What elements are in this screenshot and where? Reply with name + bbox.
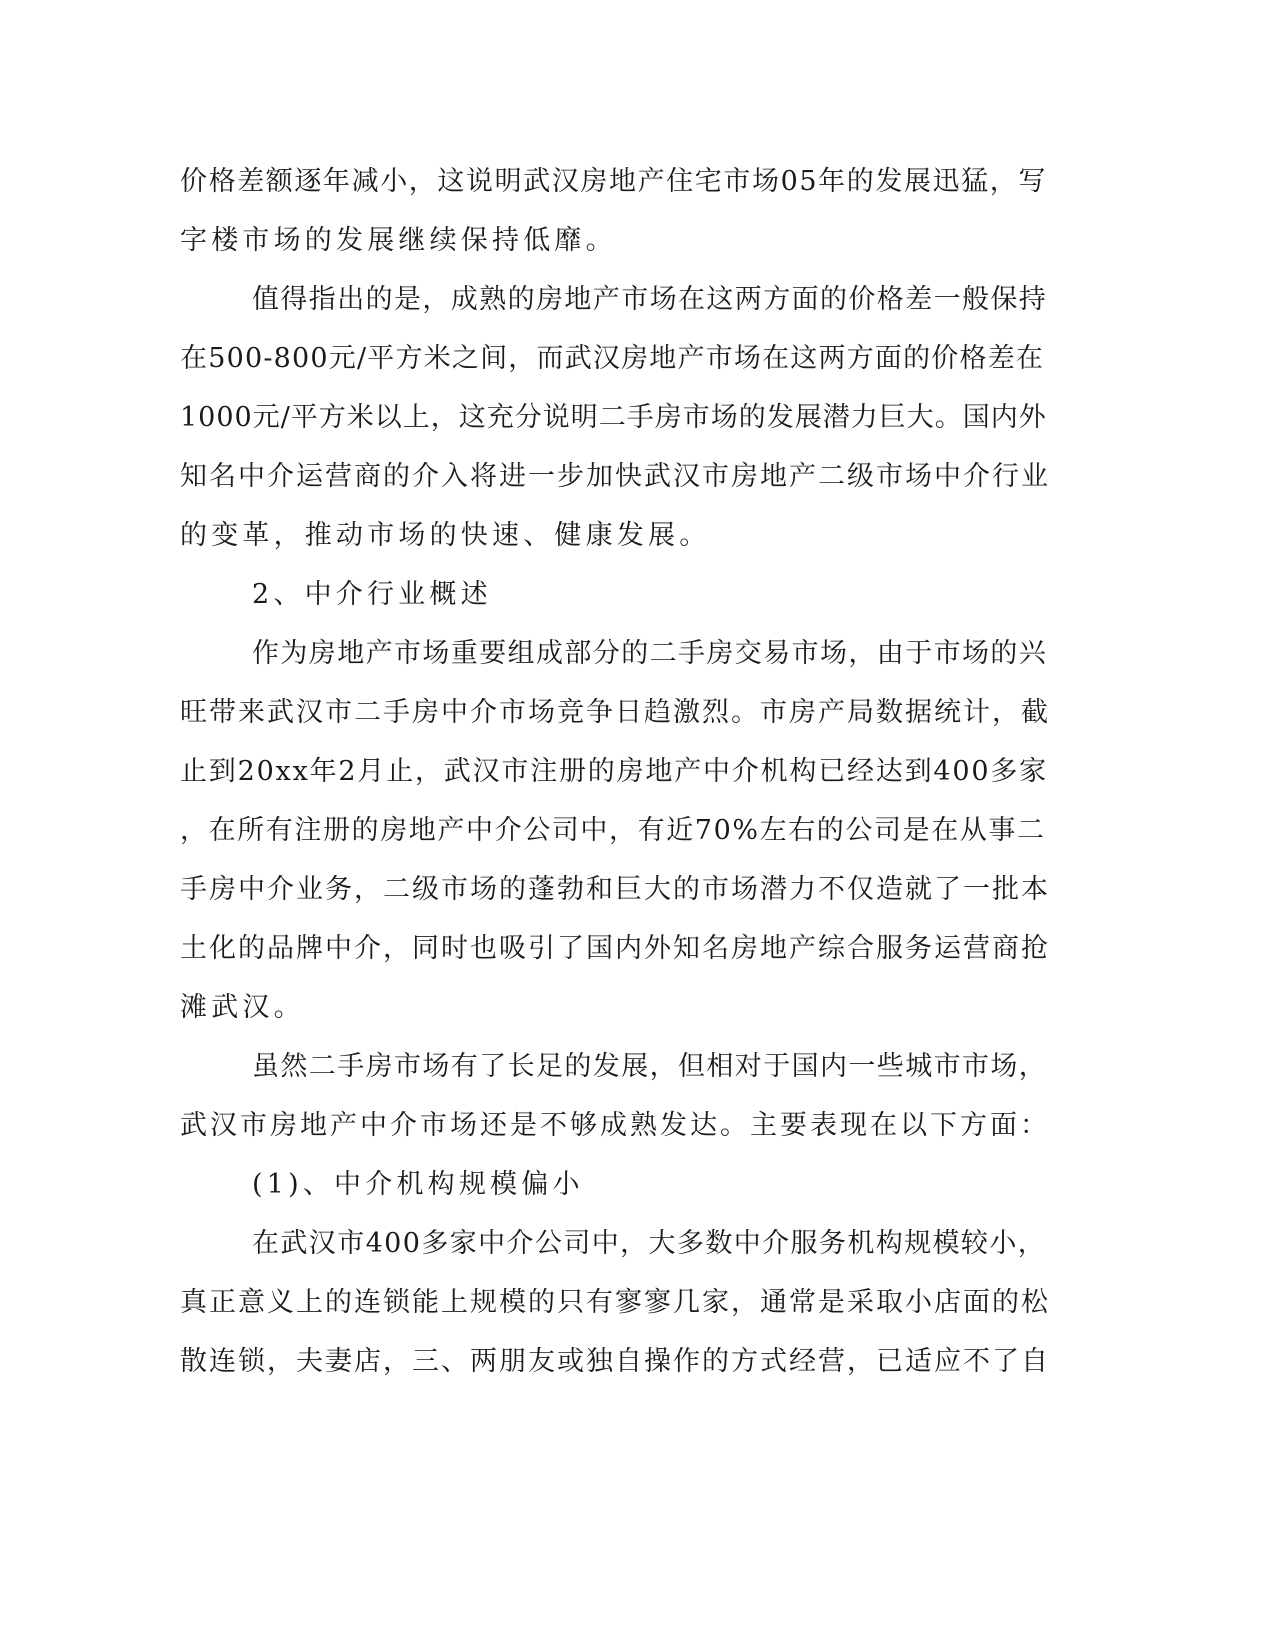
text-line: 旺带来武汉市二手房中介市场竞争日趋激烈。市房产局数据统计，截 [180,697,1050,728]
text-line: 价格差额逐年减小，这说明武汉房地产住宅市场05年的发展迅猛，写 [180,166,1047,197]
text-line: 在500-800元/平方米之间，而武汉房地产市场在这两方面的价格差在 [180,343,1045,374]
text-line: 知名中介运营商的介入将进一步加快武汉市房地产二级市场中介行业 [180,461,1050,492]
subsection-heading: (1)、中介机构规模偏小 [252,1169,584,1200]
text-line: 字楼市场的发展继续保持低靡。 [180,225,617,256]
text-line: 1000元/平方米以上，这充分说明二手房市场的发展潜力巨大。国内外 [180,402,1047,433]
text-line: 在武汉市400多家中介公司中，大多数中介服务机构规模较小， [252,1228,1047,1259]
text-line: 手房中介业务，二级市场的蓬勃和巨大的市场潜力不仅造就了一批本 [180,874,1050,905]
text-line: 真正意义上的连锁能上规模的只有寥寥几家，通常是采取小店面的松 [180,1287,1050,1318]
text-line: 作为房地产市场重要组成部分的二手房交易市场，由于市场的兴 [252,638,1048,669]
text-line: 武汉市房地产中介市场还是不够成熟发达。主要表现在以下方面： [180,1110,1050,1141]
text-line: 虽然二手房市场有了长足的发展，但相对于国内一些城市市场， [252,1051,1048,1082]
section-heading: 2、中介行业概述 [252,579,492,610]
text-line: 值得指出的是，成熟的房地产市场在这两方面的价格差一般保持 [252,284,1048,315]
text-line: 滩武汉。 [180,992,305,1023]
text-line: 散连锁，夫妻店，三、两朋友或独自操作的方式经营，已适应不了自 [180,1346,1050,1377]
text-line: 的变革，推动市场的快速、健康发展。 [180,520,711,551]
text-line: 止到20xx年2月止，武汉市注册的房地产中介机构已经达到400多家 [180,756,1048,787]
text-line: 土化的品牌中介，同时也吸引了国内外知名房地产综合服务运营商抢 [180,933,1050,964]
text-line: ，在所有注册的房地产中介公司中，有近70%左右的公司是在从事二 [180,815,1046,846]
